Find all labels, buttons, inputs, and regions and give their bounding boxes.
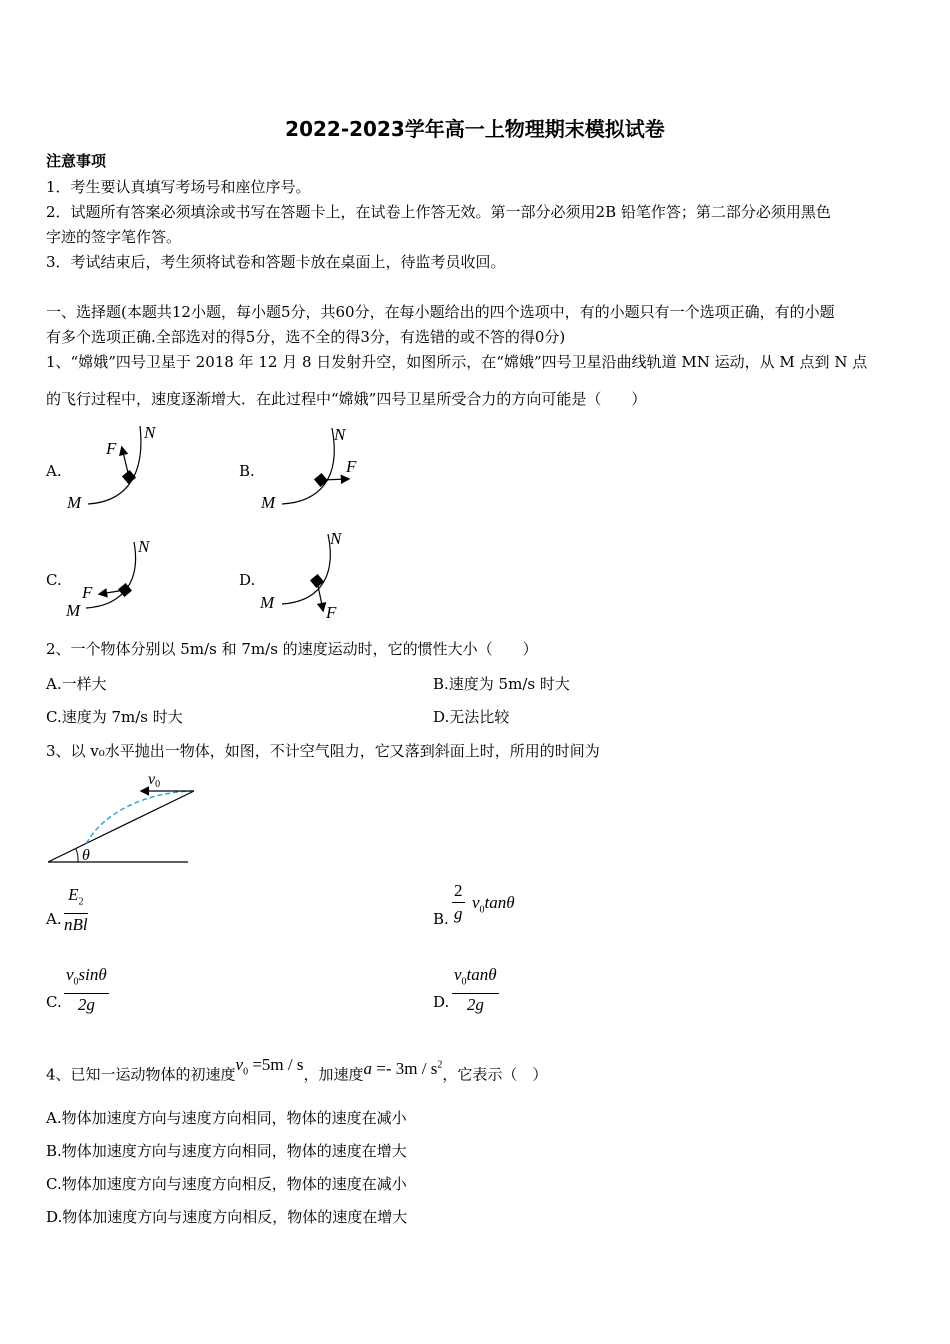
option-d[interactable]: D.无法比较 <box>433 708 510 726</box>
option-a[interactable]: A.一样大 <box>46 675 107 693</box>
section-instructions: 一、选择题(本题共12小题，每小题5分，共60分，在每小题给出的四个选项中，有的小题只有一个选项正确，有的小题 <box>46 303 835 321</box>
section-instructions: 有多个选项正确.全部选对的得5分，选不全的得3分，有选错的或不答的得0分) <box>46 328 566 346</box>
incline-projectile-figure <box>44 766 204 870</box>
notice-heading: 注意事项 <box>46 152 107 170</box>
question-1-stem: 1、“嫦娥”四号卫星于 2018 年 12 月 8 日发射升空，如图所示，在“嫦娥”四号卫星沿曲线轨道 MN 运动，从 M 点到 N 点 <box>46 353 868 371</box>
trajectory-figure-b <box>258 420 368 515</box>
option-b[interactable]: B. <box>433 910 449 928</box>
notice-item: 3．考试结束后，考生须将试卷和答题卡放在桌面上，待监考员收回。 <box>46 253 506 271</box>
page-title: 2022-2023学年高一上物理期末模拟试卷 <box>285 117 665 141</box>
notice-item: 字迹的签字笔作答。 <box>46 228 182 246</box>
label-m: M <box>261 493 276 512</box>
option-b[interactable]: B.物体加速度方向与速度方向相同，物体的速度在增大 <box>46 1142 407 1160</box>
trajectory-figure-a <box>62 420 172 515</box>
option-label[interactable]: C. <box>46 571 62 589</box>
label-n: N <box>144 423 156 442</box>
option-label[interactable]: B. <box>239 462 255 480</box>
label-f: F <box>346 457 357 476</box>
option-label[interactable]: D. <box>239 571 256 589</box>
option-c[interactable]: C. <box>46 993 62 1011</box>
label-m: M <box>66 601 81 620</box>
option-d[interactable]: D.物体加速度方向与速度方向相反，物体的速度在增大 <box>46 1208 408 1226</box>
option-a[interactable]: A.物体加速度方向与速度方向相同，物体的速度在减小 <box>46 1109 407 1127</box>
formula-a: $E_2$ nBl <box>64 885 88 935</box>
option-b[interactable]: B.速度为 5m/s 时大 <box>433 675 570 693</box>
label-m: M <box>67 493 82 512</box>
question-2-stem: 2、一个物体分别以 5m/s 和 7m/s 的速度运动时，它的惯性大小（ ） <box>46 640 538 658</box>
label-f: F <box>82 583 93 602</box>
label-n: N <box>334 425 346 444</box>
theta-label: θ <box>82 847 90 864</box>
trajectory-figure-c <box>62 532 172 622</box>
question-1-stem: 的飞行过程中，速度逐渐增大．在此过程中“嫦娥”四号卫星所受合力的方向可能是（ ） <box>46 390 647 408</box>
question-4-stem: 4、已知一运动物体的初速度$v_0 =5m / s$，加速度$a =- 3m / s^2$，它表示（ ） <box>46 1054 548 1084</box>
label-m: M <box>260 593 275 612</box>
trajectory-figure-d <box>258 526 368 626</box>
option-label[interactable]: A. <box>46 462 62 480</box>
label-n: N <box>330 529 342 548</box>
notice-item: 2．试题所有答案必须填涂或书写在答题卡上，在试卷上作答无效。第一部分必须用2B 铅笔作答；第二部分必须用黑色 <box>46 203 831 221</box>
formula-b-fraction: $\frac{2}{g}$ <box>454 881 463 923</box>
notice-item: 1．考生要认真填写考场号和座位序号。 <box>46 178 311 196</box>
label-n: N <box>138 537 150 556</box>
option-d[interactable]: D. <box>433 993 450 1011</box>
label-f: F <box>106 439 117 458</box>
v0-label: v0 <box>148 771 161 790</box>
question-3-stem: 3、以 v₀水平抛出一物体，如图，不计空气阻力，它又落到斜面上时，所用的时间为 <box>46 742 600 760</box>
formula-c: $\frac{v_0\sin\theta}{2g}$ <box>66 965 107 1015</box>
formula-b-tail: $v_0\tan\theta$ <box>472 893 515 916</box>
option-c[interactable]: C.物体加速度方向与速度方向相反，物体的速度在减小 <box>46 1175 407 1193</box>
option-a[interactable]: A. <box>46 910 62 928</box>
option-c[interactable]: C.速度为 7m/s 时大 <box>46 708 183 726</box>
label-f: F <box>326 603 337 622</box>
formula-d: $\frac{v_0\tan\theta}{2g}$ <box>454 965 497 1015</box>
